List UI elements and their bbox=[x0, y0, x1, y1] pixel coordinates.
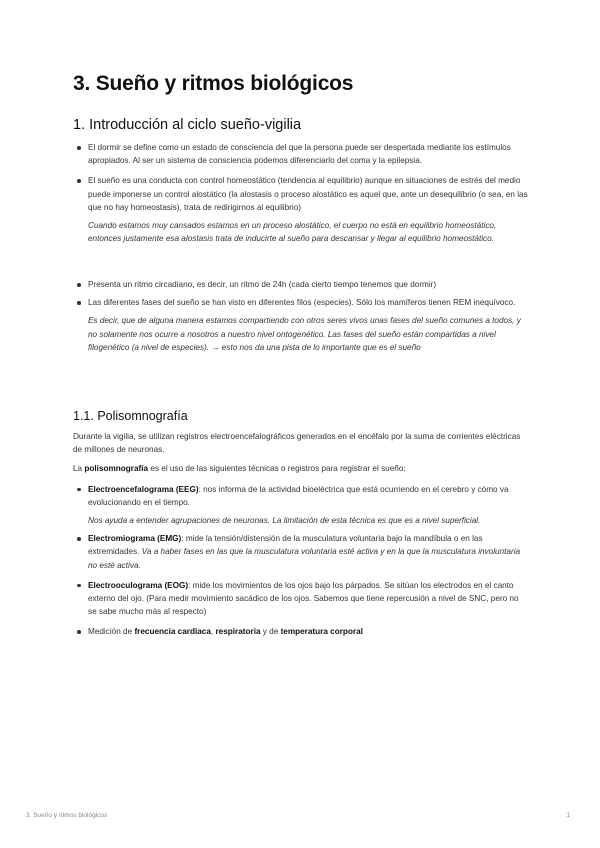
list-item-medicion: Medición de frecuencia cardiaca, respiratoria y de temperatura corporal bbox=[73, 625, 528, 638]
list-item-emg: Electromiograma (EMG): mide la tensión/distensión de la musculatura voluntaria bajo la mandíbula o en las extremidades. Va a haber fases en las que la musculatura voluntaria esté activa y en la que la musculatura involuntaria no esté activa. bbox=[73, 532, 528, 572]
term-polisomnografia: polisomnografía bbox=[84, 464, 149, 474]
list-item-eog: Electrooculograma (EOG): mide los movimientos de los ojos bajo los párpados. Se sitúan los electrodos en el canto externo del ojo. (Para medir movimiento sacádico de los ojos. Sabemos que tiene repercusión a nivel de SNC, pero no se sabe mucho más al respecto) bbox=[73, 579, 528, 619]
footer-page-number: 1 bbox=[566, 812, 570, 819]
italic-note: Nos ayuda a entender agrupaciones de neuronas. La limitación de esta técnica es que es a nivel superficial. bbox=[88, 516, 481, 526]
polisomnografia-block bbox=[73, 430, 528, 639]
techniques-list-2 bbox=[73, 532, 528, 638]
definition-paragraph: La polisomnografía es el uso de las siguientes técnicas o registros para registrar el sueño: bbox=[73, 464, 406, 474]
subsection-heading-polisomnografia: 1.1. Polisomnografía bbox=[73, 409, 188, 423]
list-item: Las diferentes fases del sueño se han visto en diferentes filos (especies). Sólo los mamíferos tienen REM inequívoco. bbox=[73, 296, 528, 309]
intro-paragraph: Durante la vigilia, se utilizan registros electroencefalográficos generados en el encéfalo por la suma de corrientes eléctricas de millones de neuronas. bbox=[73, 432, 521, 455]
techniques-list bbox=[73, 483, 528, 509]
italic-note: Es decir, que de alguna manera estamos compartiendo con otros seres vivos unas fases del sueño comunes a todos, y no solamente nos ocurre a nosotros a nuestro nivel ontogenético. Las fases del sueño están compartidas a nivel filogenético (a nivel de especies). → esto nos da una pista de lo importante que es el sueño bbox=[88, 316, 521, 352]
list-item-eeg: Electroencefalograma (EEG): nos informa de la actividad bioeléctrica que está ocurriendo en el cerebro y cómo va evolucionando en el tiempo. bbox=[73, 483, 528, 509]
intro-block-1 bbox=[73, 141, 528, 245]
section-heading-intro: 1. Introducción al ciclo sueño-vigilia bbox=[73, 117, 302, 133]
page-title: 3. Sueño y ritmos biológicos bbox=[73, 72, 354, 95]
list-item: El sueño es una conducta con control homeostático (tendencia al equilibrio) aunque en situaciones de estrés del medio puede imponerse un control alostático (la alostasis o proceso alostático es aquel que, ante un desequilibrio (o sea, en las que no hay homeostasis), trata de redirigirnos al equilibrio) bbox=[73, 174, 528, 214]
list-item: Presenta un ritmo circadiano, es decir, un ritmo de 24h (cada cierto tiempo tenemos que dormir) bbox=[73, 278, 528, 291]
list-item: El dormir se define como un estado de consciencia del que la persona puede ser despertada mediante los estímulos apropiados. Al ser un sistema de consciencia podemos diferenciarlo del coma y la epilepsia. bbox=[73, 141, 528, 167]
footer-title: 3. Sueño y ritmos biológicos bbox=[26, 812, 108, 819]
intro-list bbox=[73, 141, 528, 214]
intro-list-2 bbox=[73, 278, 528, 309]
italic-note: Cuando estamos muy cansados estamos en un proceso alostático, el cuerpo no está en equilibrio homeostático, entonces justamente esa alostasis trata de inducirte al sueño para descansar y llegar al equilibrio homeostático. bbox=[88, 221, 497, 244]
intro-block-2 bbox=[73, 278, 528, 354]
